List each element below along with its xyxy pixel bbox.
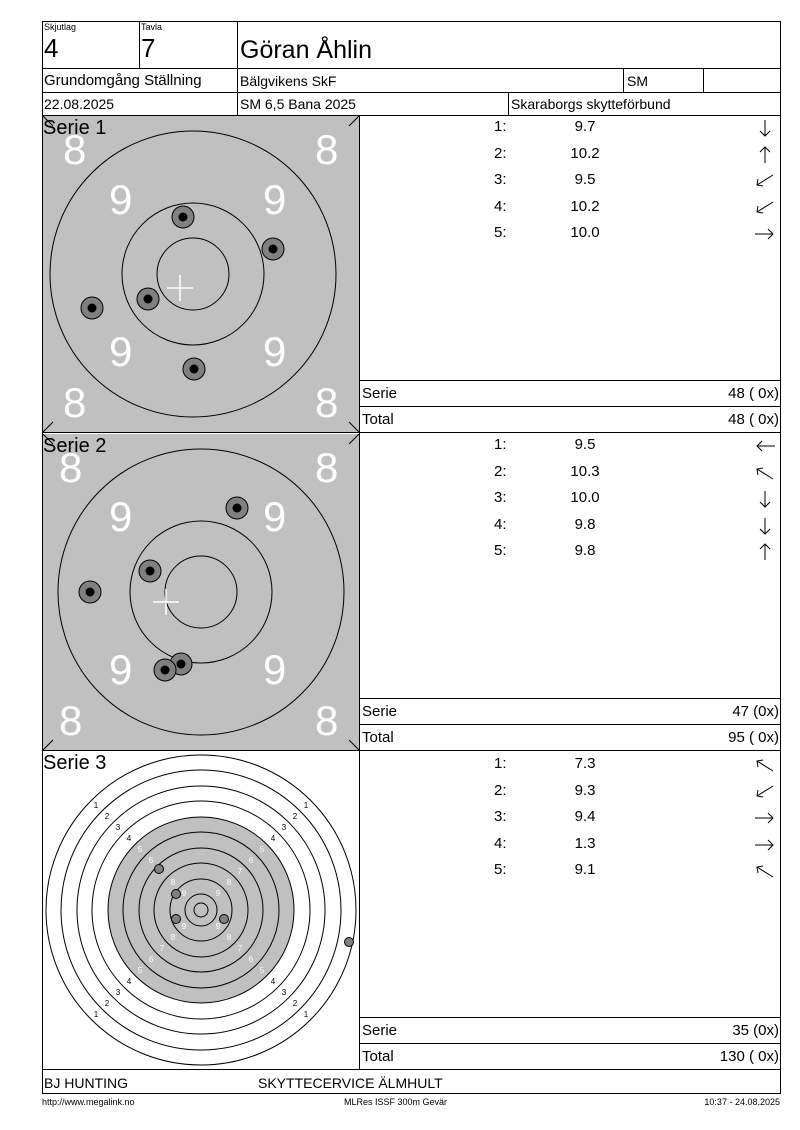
- shot-hole-1: [155, 865, 164, 874]
- svg-text:9: 9: [181, 889, 187, 898]
- label-8: 8: [63, 379, 87, 426]
- total-1-score: 48 ( 0x): [728, 411, 779, 428]
- label-8: 8: [315, 379, 339, 426]
- svg-text:4: 4: [126, 834, 132, 843]
- club-name: Bälgvikens SkF: [240, 73, 337, 89]
- shot-number: 1:: [494, 436, 507, 453]
- full-target-3: [43, 751, 359, 1069]
- shot-hole-3: [220, 915, 229, 924]
- serie-1-score: 48 ( 0x): [728, 385, 779, 402]
- shot-hole-4: [137, 288, 159, 310]
- label-9: 9: [109, 646, 133, 693]
- federation-name: Skaraborgs skytteförbund: [511, 96, 671, 112]
- svg-text:5: 5: [259, 966, 265, 975]
- shot-hole-5: [172, 915, 181, 924]
- shot-hole-2: [172, 206, 194, 228]
- date: 22.08.2025: [44, 96, 115, 112]
- svg-text:7: 7: [237, 944, 243, 953]
- shot-value: 10.0: [570, 489, 600, 506]
- shot-number: 3:: [494, 171, 507, 188]
- zoom-target-2: [43, 434, 359, 750]
- total-2-score: 95 ( 0x): [728, 729, 779, 746]
- shot-hole-1: [183, 358, 205, 380]
- black-area: [108, 817, 294, 1003]
- svg-text:3: 3: [281, 988, 287, 997]
- svg-text:7: 7: [159, 944, 165, 953]
- direction-arrow-icon: [753, 145, 777, 165]
- shot-number: 4:: [494, 834, 507, 852]
- label-9: 9: [263, 328, 287, 375]
- shot-value: 9.4: [574, 808, 596, 825]
- shooter-name: Göran Åhlin: [240, 36, 373, 64]
- direction-arrow-icon: [753, 224, 777, 244]
- svg-text:1: 1: [93, 1010, 99, 1019]
- serie-1-label: Serie: [362, 385, 398, 402]
- shot-value: 9.5: [574, 171, 596, 188]
- shot-hole-4: [345, 938, 354, 947]
- series-3-title: Serie 3: [43, 752, 107, 774]
- serie-3-score: 35 (0x): [732, 1022, 779, 1039]
- label-9: 9: [109, 493, 133, 540]
- tavla-label: Tavla: [141, 22, 163, 32]
- label-9: 9: [263, 176, 287, 223]
- svg-text:9: 9: [215, 922, 221, 931]
- svg-text:6: 6: [148, 955, 154, 964]
- svg-text:1: 1: [93, 801, 99, 810]
- svg-text:3: 3: [115, 988, 121, 997]
- svg-text:5: 5: [259, 845, 265, 854]
- sponsor-right: SKYTTECERVICE ÄLMHULT: [258, 1075, 443, 1091]
- zoom-target-1: [43, 116, 359, 432]
- svg-text:1: 1: [303, 1010, 309, 1019]
- shot-number: 2:: [494, 144, 507, 162]
- shot-value: 7.3: [574, 755, 596, 772]
- shot-number: 3:: [494, 808, 507, 825]
- series-2-target: [43, 434, 359, 750]
- shot-value: 10.3: [570, 462, 600, 480]
- shot-hole-5: [262, 238, 284, 260]
- shot-value: 10.2: [570, 144, 600, 162]
- shot-value: 9.5: [574, 436, 596, 453]
- shot-number: 4:: [494, 197, 507, 215]
- shot-value: 1.3: [574, 834, 596, 852]
- series-3-target: [43, 751, 359, 1069]
- svg-text:3: 3: [281, 823, 287, 832]
- skjutlag-value: 4: [44, 33, 59, 63]
- footer-url[interactable]: http://www.megalink.no: [42, 1097, 135, 1107]
- svg-text:6: 6: [248, 955, 254, 964]
- shot-value: 9.3: [574, 781, 596, 799]
- shot-value: 9.1: [574, 861, 596, 878]
- svg-text:5: 5: [137, 845, 143, 854]
- svg-text:8: 8: [226, 878, 232, 887]
- svg-text:7: 7: [237, 867, 243, 876]
- shot-hole-2: [172, 890, 181, 899]
- label-8: 8: [59, 444, 83, 491]
- label-9: 9: [109, 176, 133, 223]
- svg-text:4: 4: [126, 977, 132, 986]
- direction-arrow-icon: [753, 542, 777, 562]
- shot-number: 2:: [494, 781, 507, 799]
- series-1-target: [43, 116, 359, 432]
- shot-number: 1:: [494, 118, 507, 135]
- shot-hole-1: [79, 581, 101, 603]
- label-8: 8: [315, 697, 339, 744]
- serie-3-label: Serie: [362, 1022, 398, 1039]
- class-code: SM: [627, 73, 648, 89]
- tavla-value: 7: [141, 33, 156, 63]
- svg-text:4: 4: [270, 834, 276, 843]
- class-text: Grundomgång Ställning: [44, 72, 202, 89]
- direction-arrow-icon: [753, 198, 777, 218]
- svg-text:2: 2: [292, 812, 298, 821]
- shot-number: 4:: [494, 515, 507, 533]
- shot-value: 10.0: [570, 224, 600, 241]
- shot-number: 5:: [494, 542, 507, 559]
- svg-text:2: 2: [104, 999, 110, 1008]
- label-8: 8: [59, 697, 83, 744]
- footer-timestamp: 10:37 - 24.08.2025: [704, 1097, 780, 1107]
- direction-arrow-icon: [753, 835, 777, 855]
- shot-value: 9.8: [574, 515, 596, 533]
- shot-hole-5: [154, 659, 176, 681]
- svg-text:6: 6: [248, 856, 254, 865]
- shot-hole-2: [226, 497, 248, 519]
- label-9: 9: [109, 328, 133, 375]
- shot-value: 10.2: [570, 197, 600, 215]
- svg-text:8: 8: [170, 933, 176, 942]
- direction-arrow-icon: [753, 118, 777, 138]
- direction-arrow-icon: [753, 782, 777, 802]
- shot-value: 9.8: [574, 542, 596, 559]
- total-2-label: Total: [362, 729, 394, 746]
- total-3-score: 130 ( 0x): [719, 1048, 779, 1065]
- label-8: 8: [315, 126, 339, 173]
- target-background: [43, 116, 359, 432]
- sponsor-left: BJ HUNTING: [44, 1075, 128, 1091]
- svg-text:4: 4: [270, 977, 276, 986]
- shot-value: 9.7: [574, 118, 596, 135]
- direction-arrow-icon: [753, 436, 777, 456]
- direction-arrow-icon: [753, 808, 777, 828]
- svg-text:9: 9: [215, 889, 221, 898]
- serie-2-label: Serie: [362, 703, 398, 720]
- series-1-title: Serie 1: [43, 117, 107, 139]
- total-1-label: Total: [362, 411, 394, 428]
- label-8: 8: [63, 126, 87, 173]
- svg-text:5: 5: [137, 966, 143, 975]
- shot-number: 5:: [494, 861, 507, 878]
- svg-text:2: 2: [104, 812, 110, 821]
- competition-name: SM 6,5 Bana 2025: [240, 96, 356, 112]
- svg-text:8: 8: [226, 933, 232, 942]
- label-9: 9: [263, 646, 287, 693]
- direction-arrow-icon: [753, 171, 777, 191]
- label-8: 8: [315, 444, 339, 491]
- direction-arrow-icon: [753, 516, 777, 536]
- svg-text:6: 6: [148, 856, 154, 865]
- skjutlag-label: Skjutlag: [44, 22, 77, 32]
- serie-2-score: 47 (0x): [732, 703, 779, 720]
- total-3-label: Total: [362, 1048, 394, 1065]
- label-9: 9: [263, 493, 287, 540]
- footer-software: MLRes ISSF 300m Gevär: [344, 1097, 448, 1107]
- shot-hole-3: [81, 297, 103, 319]
- svg-text:2: 2: [292, 999, 298, 1008]
- direction-arrow-icon: [753, 861, 777, 881]
- shot-number: 5:: [494, 224, 507, 241]
- shot-number: 3:: [494, 489, 507, 506]
- shot-number: 1:: [494, 755, 507, 772]
- shot-hole-3: [139, 560, 161, 582]
- svg-text:9: 9: [181, 922, 187, 931]
- direction-arrow-icon: [753, 489, 777, 509]
- svg-text:1: 1: [303, 801, 309, 810]
- svg-text:3: 3: [115, 823, 121, 832]
- svg-text:8: 8: [170, 878, 176, 887]
- direction-arrow-icon: [753, 755, 777, 775]
- shot-number: 2:: [494, 462, 507, 480]
- series-2-title: Serie 2: [43, 435, 107, 457]
- direction-arrow-icon: [753, 463, 777, 483]
